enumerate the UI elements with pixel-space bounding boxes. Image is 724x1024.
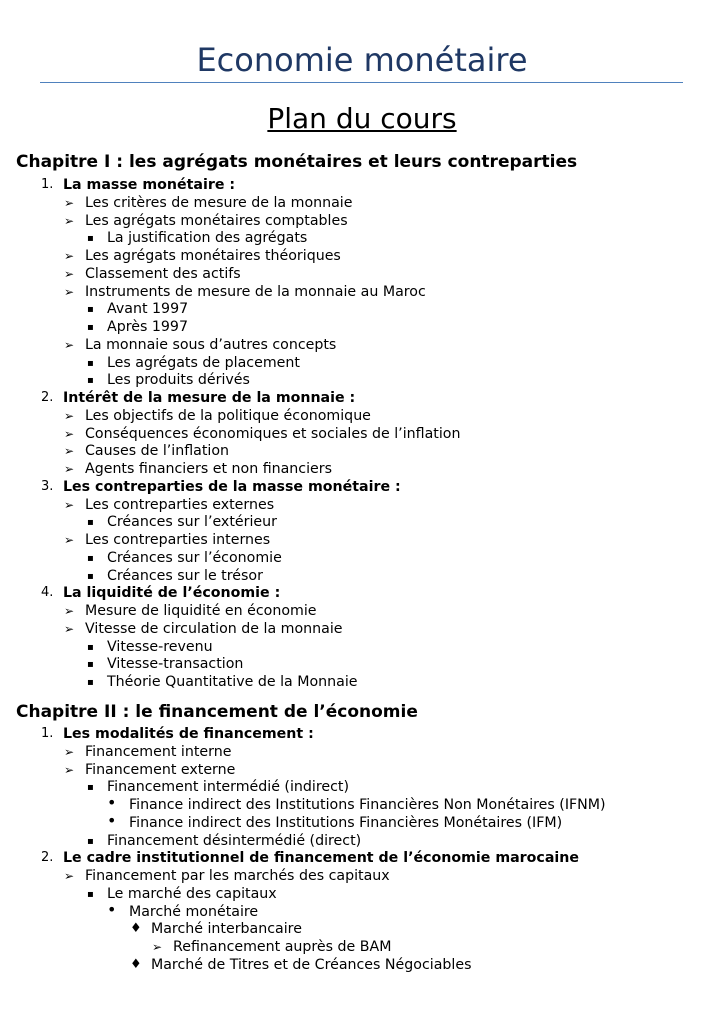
outline-item-text: Financement intermédié (indirect) <box>107 779 349 796</box>
bullet-icon: ➢ <box>64 337 75 352</box>
bullet-icon: ➢ <box>64 621 75 636</box>
outline-item-text: Marché interbancaire <box>151 921 302 938</box>
outline-item <box>87 229 308 247</box>
outline-item-text: Le marché des capitaux <box>107 885 277 902</box>
outline-item-text: Instruments de mesure de la monnaie au Maroc <box>85 283 426 300</box>
outline-item-text: Les agrégats monétaires théoriques <box>85 248 341 264</box>
bullet-icon: ▪ <box>87 552 94 564</box>
outline-item-text: Vitesse-transaction <box>107 656 244 673</box>
outline-item <box>64 496 275 514</box>
outline-item-text: Causes de l’inflation <box>85 443 230 460</box>
bullet-icon: ➢ <box>64 533 75 547</box>
outline-item-text: La masse monétaire : <box>63 177 236 193</box>
bullet-icon: ▪ <box>87 835 94 847</box>
outline-item-text: Les produits dérivés <box>107 372 250 389</box>
outline-item <box>64 407 371 425</box>
bullet-icon: ▪ <box>87 322 94 333</box>
outline-item <box>107 899 259 921</box>
bullet-icon: ➢ <box>64 497 75 512</box>
document-title: Economie monétaire <box>196 41 528 79</box>
outline-item <box>64 761 236 779</box>
bullet-icon: • <box>107 810 117 830</box>
title-divider <box>40 82 683 83</box>
outline-item <box>87 832 362 850</box>
outline-item-text: Les agrégats de placement <box>107 354 300 371</box>
outline-item <box>87 638 213 656</box>
bullet-icon: ▪ <box>87 677 94 688</box>
outline-item-text: La monnaie sous d’autres concepts <box>85 336 337 353</box>
bullet-icon: ➢ <box>64 266 75 281</box>
outline-item-text: Classement des actifs <box>85 265 241 282</box>
bullet-icon: ▪ <box>87 233 94 245</box>
outline-item-text: Vitesse-revenu <box>107 638 213 655</box>
outline-item <box>87 318 188 336</box>
section-heading <box>41 389 356 407</box>
outline-item <box>64 442 230 460</box>
outline-item <box>64 867 390 885</box>
outline-item-text: Les modalités de financement : <box>63 726 314 742</box>
outline-item <box>64 743 232 761</box>
bullet-icon: ▪ <box>87 888 94 900</box>
outline-item <box>152 938 392 956</box>
bullet-icon: ➢ <box>152 940 163 954</box>
outline-item <box>64 531 271 549</box>
bullet-icon: ➢ <box>64 213 75 228</box>
bullet-icon: ➢ <box>64 195 75 210</box>
section-number: 3. <box>41 478 54 494</box>
bullet-icon: ▪ <box>87 641 94 653</box>
section-number: 4. <box>41 585 54 601</box>
bullet-icon: ➢ <box>64 762 75 777</box>
outline-item <box>87 567 263 585</box>
outline-item <box>64 212 348 230</box>
bullet-icon: ➢ <box>64 462 75 476</box>
bullet-icon: • <box>107 793 117 812</box>
bullet-icon: ➢ <box>64 284 75 299</box>
bullet-icon: ▪ <box>87 782 94 794</box>
outline-item <box>87 673 358 691</box>
bullet-icon: ➢ <box>64 744 75 759</box>
chapter-1-heading: Chapitre I : les agrégats monétaires et leurs contreparties <box>16 152 578 172</box>
bullet-icon: ▪ <box>87 659 94 671</box>
outline-item-text: Les objectifs de la politique économique <box>85 407 371 424</box>
outline-item <box>64 602 317 620</box>
outline-item <box>64 460 332 478</box>
outline-item <box>107 793 606 814</box>
outline-item-text: Les contreparties de la masse monétaire : <box>63 478 401 495</box>
outline-item-text: Les agrégats monétaires comptables <box>85 212 348 229</box>
bullet-icon: ➢ <box>64 444 75 459</box>
section-number: 2. <box>41 390 54 405</box>
outline-item-text: Conséquences économiques et sociales de l’inflation <box>85 425 461 442</box>
outline-item <box>130 956 472 974</box>
outline-item <box>64 425 461 443</box>
outline-item-text: Créances sur le trésor <box>107 567 263 584</box>
outline-item-text: Créances sur l’économie <box>107 549 282 566</box>
outline-item-text: Agents financiers et non financiers <box>85 461 332 477</box>
outline-item-text: Financement interne <box>85 743 232 760</box>
outline-item-text: Financement par les marchés des capitaux <box>85 868 390 884</box>
outline-item-text: Les contreparties internes <box>85 532 271 548</box>
outline-item <box>107 810 563 832</box>
outline-item <box>87 885 277 903</box>
bullet-icon: ▪ <box>87 570 94 582</box>
bullet-icon: ▪ <box>87 357 94 369</box>
outline-item <box>64 336 337 354</box>
section-number: 1. <box>41 177 54 192</box>
bullet-icon: ♦ <box>130 921 142 937</box>
outline-item <box>87 549 282 567</box>
outline-item <box>87 513 277 531</box>
outline-item-text: La liquidité de l’économie : <box>63 585 281 602</box>
bullet-icon: ➢ <box>64 408 75 423</box>
outline-item-text: Financement désintermédié (direct) <box>107 832 362 849</box>
outline-item-text: Financement externe <box>85 761 236 778</box>
section-number: 1. <box>41 726 54 741</box>
bullet-icon: ➢ <box>64 426 75 441</box>
outline-item-text: Après 1997 <box>107 319 188 335</box>
bullet-icon: ▪ <box>87 517 94 529</box>
bullet-icon: ➢ <box>64 604 75 618</box>
outline-item <box>130 920 302 938</box>
outline-item <box>87 655 244 673</box>
section-heading <box>41 584 281 602</box>
bullet-icon: ➢ <box>64 869 75 883</box>
outline-item-text: Théorie Quantitative de la Monnaie <box>107 674 358 690</box>
outline-item-text: Mesure de liquidité en économie <box>85 603 317 619</box>
outline-item <box>87 778 349 796</box>
outline-item-text: Marché de Titres et de Créances Négociables <box>151 956 472 973</box>
bullet-icon: ➢ <box>64 249 75 263</box>
section-number: 2. <box>41 850 54 866</box>
outline-item-text: Intérêt de la mesure de la monnaie : <box>63 390 356 406</box>
bullet-icon: ▪ <box>87 304 94 316</box>
outline-item-text: Créances sur l’extérieur <box>107 514 277 531</box>
section-heading <box>41 478 401 496</box>
outline-item <box>64 247 341 265</box>
outline-item <box>64 283 426 301</box>
outline-item-text: Finance indirect des Institutions Financières Non Monétaires (IFNM) <box>129 797 606 813</box>
outline-item <box>87 371 250 389</box>
section-heading <box>41 176 236 194</box>
section-heading <box>41 849 579 867</box>
outline-item <box>87 300 189 318</box>
outline-item-text: Vitesse de circulation de la monnaie <box>85 620 343 637</box>
bullet-icon: ▪ <box>87 375 94 387</box>
outline-item-text: Refinancement auprès de BAM <box>173 939 392 955</box>
outline-item-text: Marché monétaire <box>129 903 259 920</box>
outline-item <box>64 265 241 283</box>
outline-item-text: Les contreparties externes <box>85 496 275 513</box>
chapter-2-heading: Chapitre II : le financement de l’économie <box>16 702 418 722</box>
bullet-icon: ♦ <box>130 956 142 972</box>
section-heading <box>41 725 314 743</box>
outline-item <box>64 194 353 212</box>
document-subtitle: Plan du cours <box>267 102 457 135</box>
outline-item-text: Les critères de mesure de la monnaie <box>85 194 353 211</box>
outline-item-text: Finance indirect des Institutions Financières Monétaires (IFM) <box>129 814 563 831</box>
outline-item <box>64 620 343 638</box>
outline-item-text: Avant 1997 <box>107 301 189 318</box>
outline-item-text: La justification des agrégats <box>107 230 308 247</box>
outline-item <box>87 354 300 372</box>
bullet-icon: • <box>107 899 117 919</box>
outline-item-text: Le cadre institutionnel de financement de l’économie marocaine <box>63 850 579 867</box>
